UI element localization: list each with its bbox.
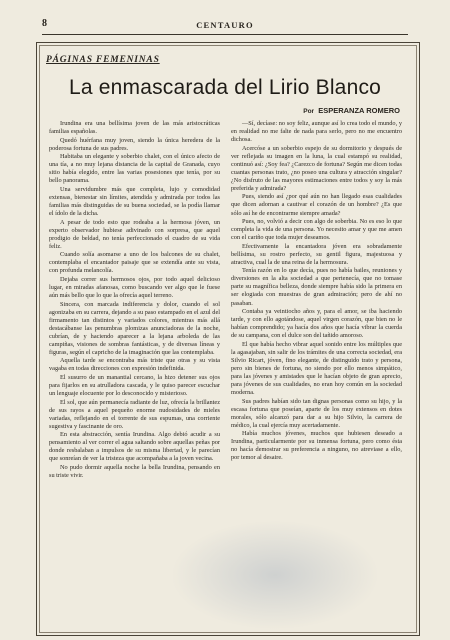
paragraph: Irundina era una bellísima joven de las más aristocráticas familias españolas. xyxy=(49,120,220,136)
author-name: ESPERANZA ROMERO xyxy=(318,106,400,115)
paragraph: Habitaba un elegante y soberbio chalet, con el único afecto de una tía, a no muy lejana distancia de la capital de Granada, cuyo sitio había elegido, entre las varias posesiones que tenía, por su bello panorama. xyxy=(49,153,220,185)
header-rule xyxy=(42,34,408,35)
magazine-name: CENTAURO xyxy=(196,20,254,30)
paragraph: Aquella tarde se encontraba más triste que otras y su vista vagaba en todas direcciones con expresión indefinida. xyxy=(49,357,220,373)
paragraph: Contaba ya veintiocho años y, para el amor, se iba haciendo tarde, y con ello agotándose, aquel virgen corazón, que bien no le habían comprendido; ya hacía dos años que hacía vibrar la cuerda de su campana, con el dulce son del tañido amoroso. xyxy=(231,308,402,340)
author-byline xyxy=(303,106,400,115)
paragraph: El que había hecho vibrar aquel sonido entre los múltiples que la agasajaban, sin salir de los trámites de una correcta sociedad, era Silvio Ricart, jóven, fino elegante, de distinguido trato y persona, pero sin bienes de fortuna, no siendo por ello menos simpático, para las jóvenes y amistades que le hacían objeto de gran aprecio, para jóvenes de sus cualidades, no eran hoy común en la sociedad moderna. xyxy=(231,340,402,397)
paragraph: Efectivamente la encantadora jóven era sobradamente bellísima, su rostro perfecto, su gentil figura, majestuosa y atractiva, cual la de una reina de la hermosura. xyxy=(231,242,402,266)
author-prefix: Por xyxy=(303,108,315,115)
paragraph: Sus padres habían sido tan dignas personas como su hijo, y la escasa fortuna que poseían, aparte de los muy extensos en dotes morales, sólo alcanzó para dar a su hijo Silvio, la carrera de médico, la cual ejercía muy acertadamente. xyxy=(231,397,402,429)
section-title: PÁGINAS FEMENINAS xyxy=(46,55,160,65)
paragraph: Una servidumbre más que completa, lujo y comodidad extensas, bienestar sin límites, atendida y admirada por todos las familias más distinguidas de su buena sociedad, se la podía llamar el ídolo de la dicha. xyxy=(49,185,220,218)
paragraph: A pesar de todo esto que rodeaba a la hermosa jóven, un experto observador hubiese adivinado con sorpresa, que aquel prodigio de beldad, no tenía perfeccionado el cuadro de su vida feliz. xyxy=(49,218,220,250)
paragraph: Acercóse a un soberbio espejo de su dormitorio y después de ver reflejada su imagen en la luna, la cual estampó su realidad, continuó así: ¿Soy fea? ¿Carezco de fortuna? Según me dicen todas cuantas personas trato, ¿no poseo una cultura y atracción singular? ¿No disfruto de las mayores estimaciones entre todos y soy la más preferida y admirada? xyxy=(231,144,402,192)
paragraph: —Sí, decíase: no soy feliz, aunque así lo crea todo el mundo, y en realidad no me falte de nada para serlo, pero no me encuentro dichosa. xyxy=(231,120,402,144)
paragraph: No pudo dormir aquella noche la bella Irundina, pensando en su triste vivir. xyxy=(49,463,220,480)
paragraph: Sincera, con marcada indiferencia y dolor, cuando el sol agonizaba en su carrera, dejando a su paso estampado en el azul del firmamento tan distintos y variados colores, mientras más allá destacábanse las penumbras plomizas anunciadoras de la noche, cubrían, de y haciendo aparecer a la lejana arboleda de las campiñas, visiones de sombras fantásticas, y de diversas líneas y figuras, según el capricho de la imaginación que las contemplaba. xyxy=(49,300,220,356)
paragraph: Quedó huérfana muy joven, siendo la única heredera de la poderosa fortuna de sus padres. xyxy=(49,136,220,152)
paragraph: Cuando solía asomarse a uno de los balcones de su chalet, contemplaba el encantador paisaje que se extendía ante su vista, con profunda melancolía. xyxy=(49,251,220,275)
paragraph: Pues, no, volvió a decir con algo de soberbia. No es eso lo que completa la vida de una persona. Yo necesito amar y que me amen con el cariño que toda mujer deseamos. xyxy=(231,218,402,242)
article-title: La enmascarada del Lirio Blanco xyxy=(68,76,382,99)
article-column-left xyxy=(49,120,220,628)
paragraph: Dejaba correr sus hermosos ojos, por todo aquel delicioso lugar, en miradas afanosas, como buscando ver algo que le fuese aún más bello que lo que la ofrecía aquel terreno. xyxy=(49,275,220,299)
paragraph: El susurro de un manantial cercano, la hizo detener sus ojos para fijarlos en su atrulladora cascada, y le quiso parecer escuchar un lenguaje elocuente por lo desconocido y misterioso. xyxy=(49,373,220,398)
paragraph: Tenía razón en lo que decía, pues no había bailes, reuniones y diversiones en la alta sociedad a que pertenecía, que no tomase parte su magnífica belleza, donde siempre había sido la primera en ser elogiada con muestras de gran admiración; pero de ahí no pasaban. xyxy=(231,267,402,307)
page-number: 8 xyxy=(42,18,47,29)
article-column-right xyxy=(231,120,402,628)
paragraph: Pues, siendo así ¿por qué aún no han llegado esas cualidades que dicen adornan a cautivar el corazón de un hombre? ¿Es que sólo así he de encontrarme siempre amada? xyxy=(231,193,402,217)
paragraph: En esta abstracción, sentía Irundina. Algo debió acudir a su pensamiento al ver correr el agua saltando sobre aquellas peñas por donde resbalaban a impulsos de su misma libertad, y le parecían que sonreían de ver la tristeza que acompañaba a la joven vecina. xyxy=(49,431,220,463)
paragraph: El sol, que aún permanecía radiante de luz, ofrecía la brillantez de sus rayos a aquel pequeño enorme nudosidades de mieles variadas, reflejando en el torrente de sus espumas, una corriente sugestiva y fascinante de oro. xyxy=(49,398,220,430)
paragraph: Había muchos jóvenes, muchos que hubiesen deseado a Irundina, particularmente por su inmensa fortuna, pero como ésta no hacía demostrar su preferencia a ninguno, no atreviase a ello, por temor al desaire. xyxy=(231,430,402,462)
